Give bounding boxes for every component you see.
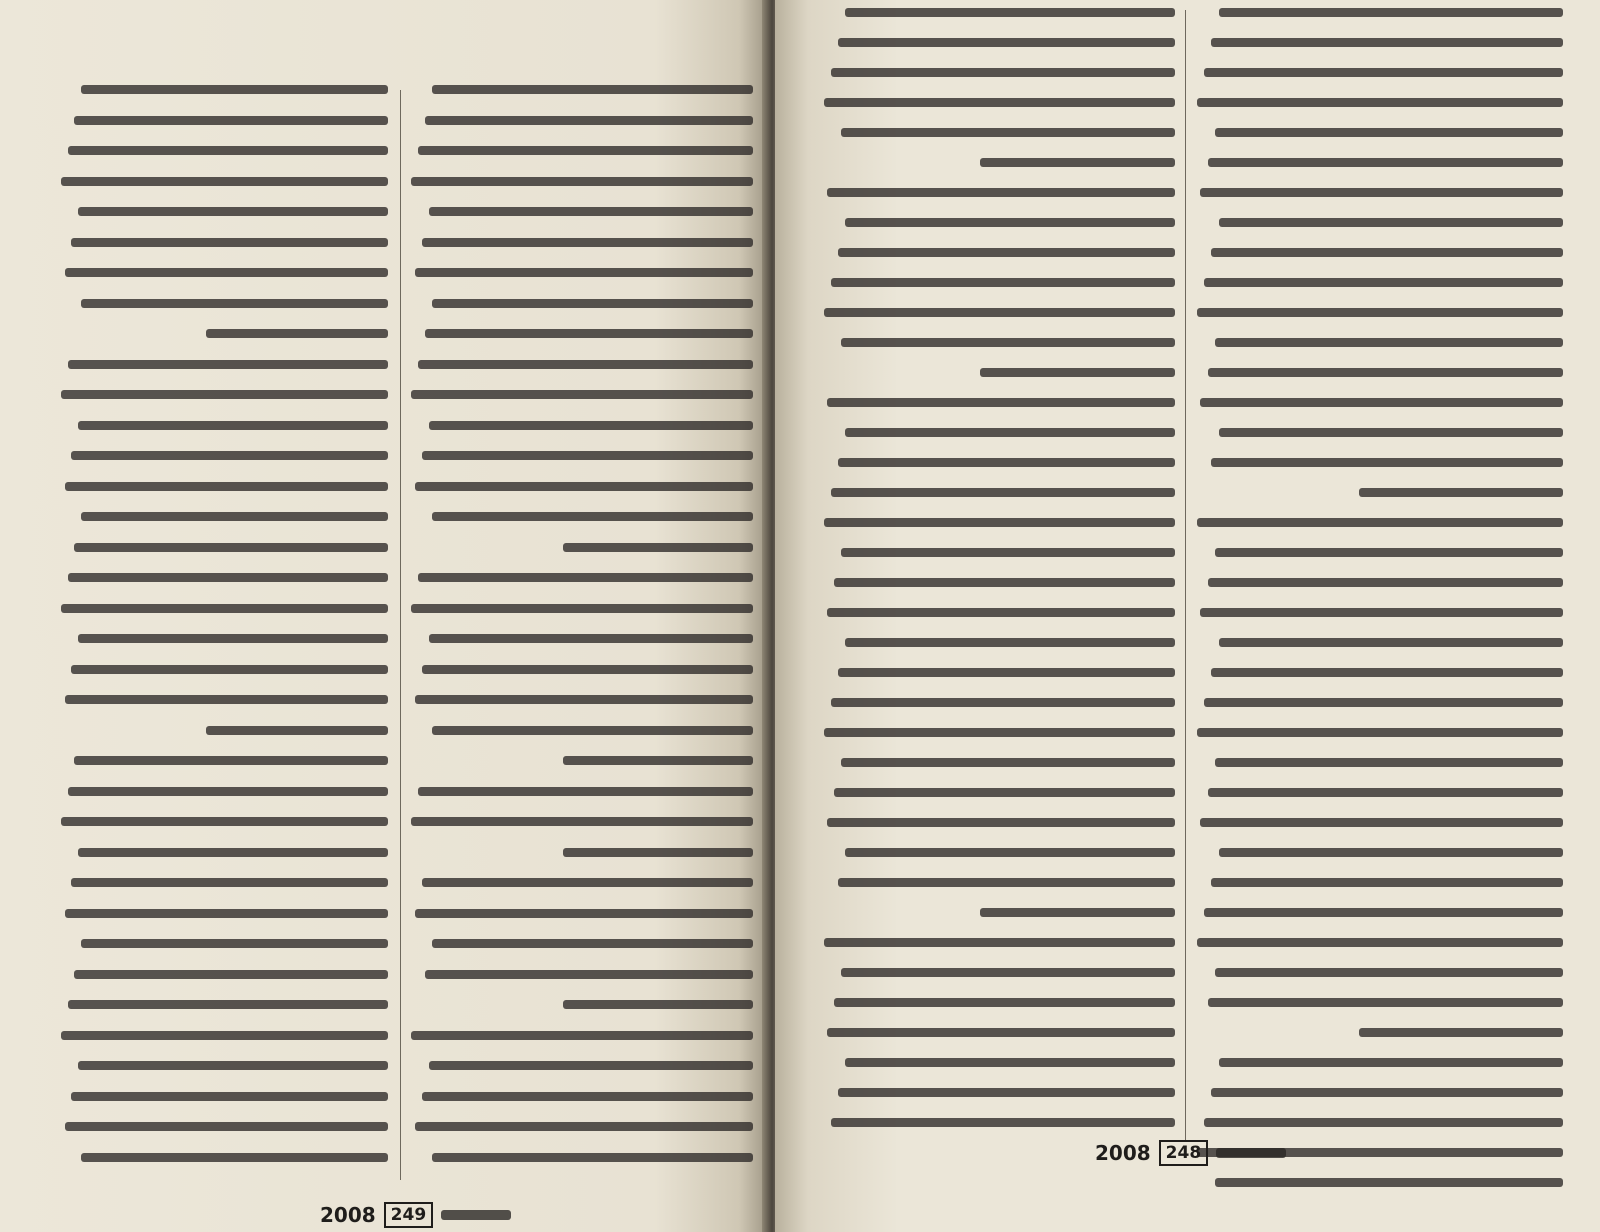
text-line-placeholder [563, 848, 753, 857]
text-line-placeholder [1211, 248, 1563, 257]
text-line-placeholder [61, 817, 388, 826]
text-line-placeholder [831, 698, 1175, 707]
text-line-placeholder [841, 758, 1175, 767]
text-line-placeholder [415, 268, 753, 277]
text-line-placeholder [65, 1122, 388, 1131]
text-line-placeholder [415, 1122, 753, 1131]
text-line-placeholder [563, 1000, 753, 1009]
text-line-placeholder [429, 207, 753, 216]
text-line-placeholder [834, 788, 1175, 797]
text-line-placeholder [827, 398, 1175, 407]
text-line-placeholder [1208, 788, 1563, 797]
text-line-placeholder [432, 1153, 753, 1162]
text-line-placeholder [838, 878, 1175, 887]
text-line-placeholder [980, 908, 1175, 917]
text-line-placeholder [838, 458, 1175, 467]
left-page-footer [320, 1202, 511, 1228]
text-line-placeholder [415, 909, 753, 918]
text-column-left-outer [58, 85, 388, 1190]
text-line-placeholder [563, 543, 753, 552]
text-line-placeholder [74, 756, 388, 765]
text-line-placeholder [1219, 8, 1563, 17]
text-line-placeholder [429, 634, 753, 643]
text-line-placeholder [1215, 758, 1563, 767]
text-line-placeholder [838, 1088, 1175, 1097]
text-line-placeholder [418, 146, 753, 155]
text-line-placeholder [831, 488, 1175, 497]
text-line-placeholder [422, 238, 753, 247]
text-line-placeholder [411, 604, 753, 613]
right-page-footer [1095, 1140, 1286, 1166]
footer-year: 2008 [1095, 1141, 1151, 1165]
text-line-placeholder [1208, 368, 1563, 377]
text-line-placeholder [81, 512, 388, 521]
text-line-placeholder [845, 638, 1175, 647]
text-column-right-outer [1193, 8, 1563, 1188]
column-divider [1185, 10, 1186, 1140]
text-line-placeholder [834, 578, 1175, 587]
text-line-placeholder [432, 299, 753, 308]
footer-magazine-title-mark [441, 1210, 511, 1220]
text-line-placeholder [61, 1031, 388, 1040]
text-line-placeholder [1219, 428, 1563, 437]
footer-page-number: 248 [1159, 1140, 1209, 1166]
text-line-placeholder [411, 177, 753, 186]
text-line-placeholder [429, 421, 753, 430]
text-line-placeholder [415, 482, 753, 491]
text-line-placeholder [425, 970, 753, 979]
text-line-placeholder [1211, 668, 1563, 677]
text-line-placeholder [65, 482, 388, 491]
text-line-placeholder [206, 726, 388, 735]
text-line-placeholder [432, 939, 753, 948]
text-line-placeholder [61, 177, 388, 186]
text-line-placeholder [425, 116, 753, 125]
text-line-placeholder [68, 1000, 388, 1009]
text-line-placeholder [81, 299, 388, 308]
text-line-placeholder [422, 665, 753, 674]
text-line-placeholder [1215, 548, 1563, 557]
text-line-placeholder [1200, 608, 1563, 617]
text-line-placeholder [824, 308, 1175, 317]
text-line-placeholder [824, 728, 1175, 737]
text-line-placeholder [841, 548, 1175, 557]
text-line-placeholder [78, 421, 388, 430]
text-line-placeholder [1204, 278, 1563, 287]
text-line-placeholder [1208, 998, 1563, 1007]
text-line-placeholder [824, 518, 1175, 527]
text-line-placeholder [65, 695, 388, 704]
text-line-placeholder [415, 695, 753, 704]
text-line-placeholder [980, 158, 1175, 167]
text-line-placeholder [827, 1028, 1175, 1037]
text-line-placeholder [78, 848, 388, 857]
text-line-placeholder [68, 787, 388, 796]
text-line-placeholder [1197, 98, 1563, 107]
text-line-placeholder [1197, 938, 1563, 947]
text-line-placeholder [65, 268, 388, 277]
text-line-placeholder [845, 848, 1175, 857]
text-line-placeholder [845, 8, 1175, 17]
text-line-placeholder [831, 278, 1175, 287]
text-line-placeholder [1204, 68, 1563, 77]
text-line-placeholder [68, 146, 388, 155]
text-line-placeholder [827, 188, 1175, 197]
text-line-placeholder [1215, 338, 1563, 347]
text-line-placeholder [432, 726, 753, 735]
text-line-placeholder [418, 360, 753, 369]
text-line-placeholder [1219, 218, 1563, 227]
text-line-placeholder [411, 1031, 753, 1040]
text-line-placeholder [432, 512, 753, 521]
text-line-placeholder [831, 1118, 1175, 1127]
text-line-placeholder [1215, 1178, 1563, 1187]
left-page [0, 0, 770, 1232]
text-line-placeholder [68, 360, 388, 369]
text-line-placeholder [206, 329, 388, 338]
text-line-placeholder [81, 85, 388, 94]
text-line-placeholder [1197, 518, 1563, 527]
text-line-placeholder [422, 878, 753, 887]
text-line-placeholder [1215, 968, 1563, 977]
text-line-placeholder [1200, 188, 1563, 197]
text-line-placeholder [74, 116, 388, 125]
text-line-placeholder [827, 608, 1175, 617]
column-divider [400, 90, 401, 1180]
text-line-placeholder [1208, 158, 1563, 167]
text-line-placeholder [1359, 488, 1563, 497]
text-line-placeholder [425, 329, 753, 338]
text-line-placeholder [838, 38, 1175, 47]
text-line-placeholder [1211, 878, 1563, 887]
text-line-placeholder [418, 573, 753, 582]
text-line-placeholder [1219, 638, 1563, 647]
text-line-placeholder [411, 817, 753, 826]
text-line-placeholder [1197, 728, 1563, 737]
text-line-placeholder [845, 428, 1175, 437]
text-line-placeholder [824, 98, 1175, 107]
text-line-placeholder [827, 818, 1175, 827]
text-line-placeholder [78, 634, 388, 643]
text-line-placeholder [841, 128, 1175, 137]
footer-magazine-title-mark [1216, 1148, 1286, 1158]
text-line-placeholder [422, 1092, 753, 1101]
text-line-placeholder [841, 968, 1175, 977]
text-line-placeholder [61, 604, 388, 613]
text-line-placeholder [838, 248, 1175, 257]
right-page [775, 0, 1600, 1232]
text-line-placeholder [838, 668, 1175, 677]
text-line-placeholder [1211, 38, 1563, 47]
text-line-placeholder [78, 1061, 388, 1070]
text-line-placeholder [74, 543, 388, 552]
text-line-placeholder [418, 787, 753, 796]
text-line-placeholder [1219, 848, 1563, 857]
text-line-placeholder [1197, 308, 1563, 317]
text-line-placeholder [432, 85, 753, 94]
text-line-placeholder [563, 756, 753, 765]
text-line-placeholder [1200, 818, 1563, 827]
footer-page-number: 249 [384, 1202, 434, 1228]
text-line-placeholder [1204, 908, 1563, 917]
text-column-left-inner [408, 85, 753, 1190]
text-line-placeholder [81, 1153, 388, 1162]
text-line-placeholder [71, 451, 388, 460]
text-line-placeholder [1211, 458, 1563, 467]
text-line-placeholder [1211, 1088, 1563, 1097]
text-line-placeholder [1208, 578, 1563, 587]
text-line-placeholder [71, 1092, 388, 1101]
text-line-placeholder [1219, 1058, 1563, 1067]
text-line-placeholder [429, 1061, 753, 1070]
text-line-placeholder [71, 878, 388, 887]
text-line-placeholder [78, 207, 388, 216]
text-line-placeholder [411, 390, 753, 399]
text-line-placeholder [831, 68, 1175, 77]
text-column-right-inner [820, 8, 1175, 1143]
footer-year: 2008 [320, 1203, 376, 1227]
text-line-placeholder [81, 939, 388, 948]
text-line-placeholder [824, 938, 1175, 947]
text-line-placeholder [71, 238, 388, 247]
text-line-placeholder [845, 218, 1175, 227]
text-line-placeholder [61, 390, 388, 399]
text-line-placeholder [65, 909, 388, 918]
text-line-placeholder [1359, 1028, 1563, 1037]
text-line-placeholder [845, 1058, 1175, 1067]
text-line-placeholder [74, 970, 388, 979]
text-line-placeholder [834, 998, 1175, 1007]
text-line-placeholder [1215, 128, 1563, 137]
text-line-placeholder [422, 451, 753, 460]
text-line-placeholder [71, 665, 388, 674]
text-line-placeholder [68, 573, 388, 582]
text-line-placeholder [1200, 398, 1563, 407]
text-line-placeholder [841, 338, 1175, 347]
text-line-placeholder [1204, 698, 1563, 707]
text-line-placeholder [1204, 1118, 1563, 1127]
text-line-placeholder [980, 368, 1175, 377]
